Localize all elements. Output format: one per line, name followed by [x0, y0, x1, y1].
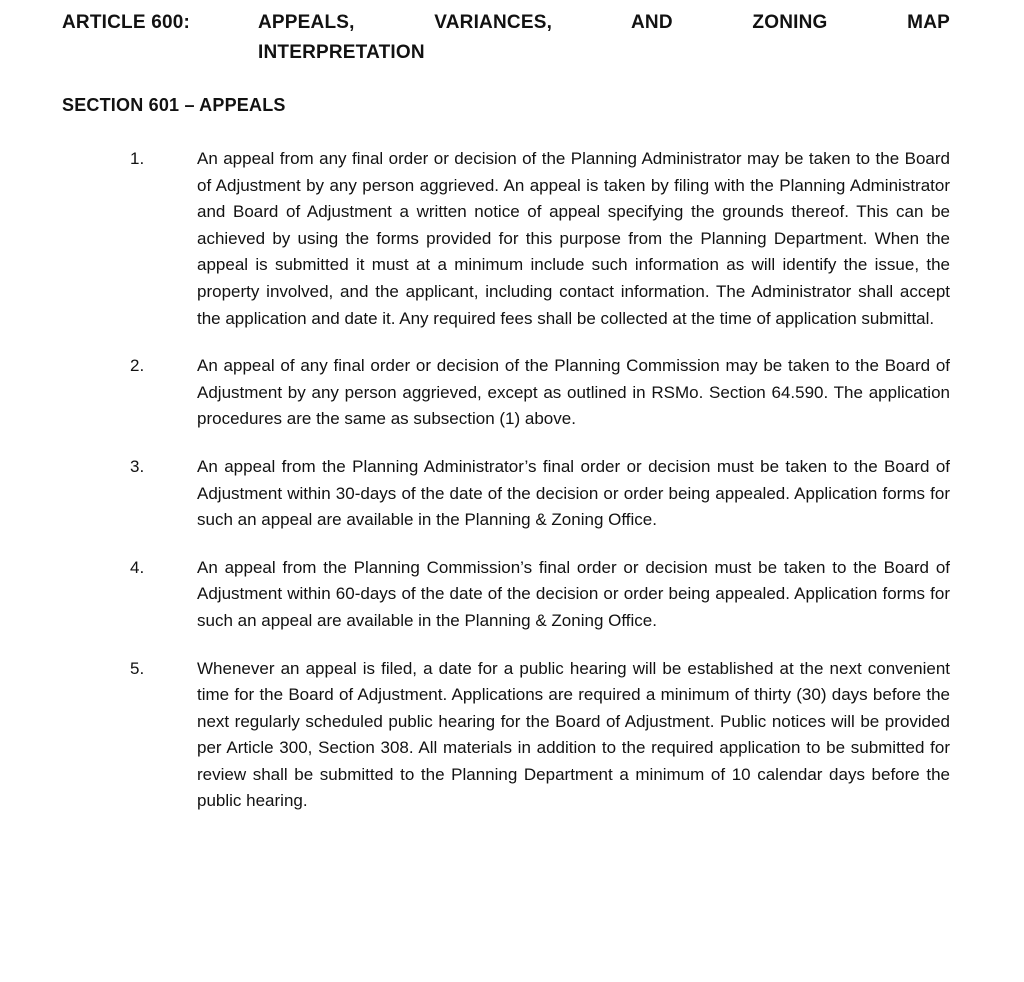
article-number-label: ARTICLE 600: — [62, 12, 191, 33]
article-title-line2: INTERPRETATION — [258, 42, 425, 63]
list-item-text: An appeal from any final order or decision of the Planning Administrator may be taken to the Board of Adjustment by any person aggrieved. An appeal is taken by filing with the Planning Administrator and Board of Adjustment a written notice of appeal specifying the grounds thereof. This can be achieved by using the forms provided for this purpose from the Planning Department. When the appeal is submitted it must at a minimum include such information as will identify the issue, the property involved, and the applicant, including contact information. The Administrator shall accept the application and date it. Any required fees shall be collected at the time of application submittal. — [197, 149, 950, 328]
list-item-number: 2. — [130, 356, 145, 376]
list-item — [130, 454, 950, 534]
list-item — [130, 146, 950, 332]
article-title — [258, 8, 950, 68]
section-heading: SECTION 601 – APPEALS — [62, 95, 286, 115]
list-item-number: 1. — [130, 149, 145, 168]
list-item-text: Whenever an appeal is filed, a date for a public hearing will be established at the next convenient time for the Board of Adjustment. Applications are required a minimum of thirty (30) days before the next regularly scheduled public hearing for the Board of Adjustment. Public notices will be provided per Article 300, Section 308. All materials in addition to the required application to be submitted for review shall be submitted to the Planning Department a minimum of 10 calendar days before the public hearing. — [197, 658, 950, 811]
article-title-line1: APPEALS, VARIANCES, AND ZONING MAP — [258, 12, 950, 33]
list-item — [130, 555, 950, 635]
appeals-list — [62, 146, 950, 815]
list-item-number: 3. — [130, 456, 145, 476]
list-item-number: 5. — [130, 658, 145, 678]
article-header — [62, 8, 950, 68]
list-item — [130, 353, 950, 433]
list-item-text: An appeal from the Planning Administrator’s final order or decision must be taken to the Board of Adjustment within 30-days of the date of the decision or order being appealed. Application forms for such an appeal are available in the Planning & Zoning Office. — [197, 456, 950, 530]
list-item — [130, 656, 950, 816]
list-item-text: An appeal from the Planning Commission’s final order or decision must be taken to the Board of Adjustment within 60-days of the date of the decision or order being appealed. Application forms for such an appeal are available in the Planning & Zoning Office. — [197, 557, 950, 630]
list-item-text: An appeal of any final order or decision of the Planning Commission may be taken to the Board of Adjustment by any person aggrieved, except as outlined in RSMo. Section 64.590. The application procedures are the same as subsection (1) above. — [197, 356, 950, 429]
list-item-number: 4. — [130, 557, 145, 577]
